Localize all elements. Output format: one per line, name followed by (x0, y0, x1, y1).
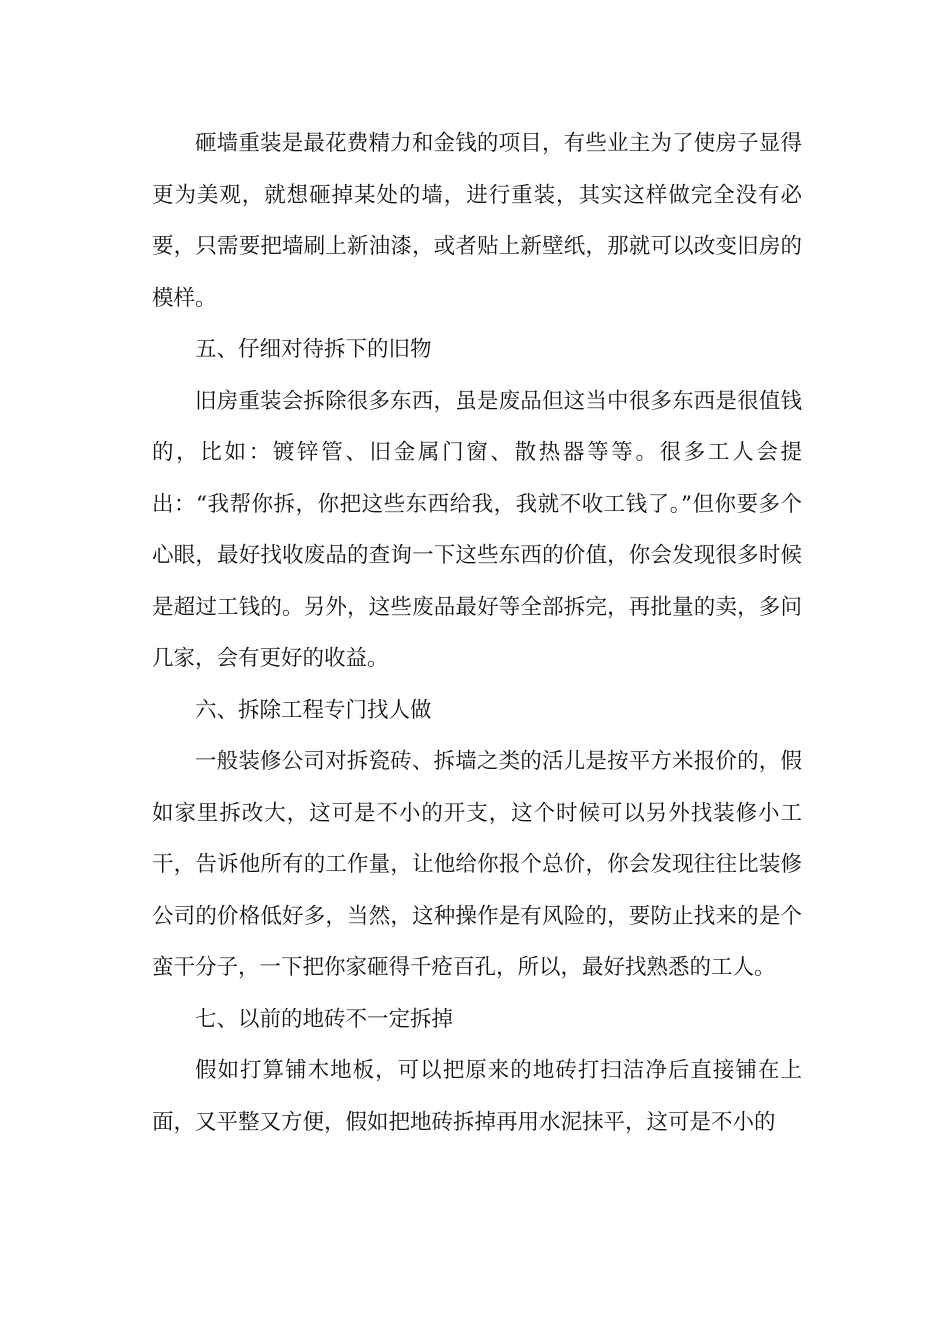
section-heading-six: 六、拆除工程专门找人做 (195, 697, 432, 723)
paragraph-floor-tiles: 假如打算铺木地板，可以把原来的地砖打扫洁净后直接铺在上面，又平整又方便，假如把地砖拆掉再用水泥抹平，这可是不小的 (152, 1058, 802, 1135)
section-heading-five: 五、仔细对待拆下的旧物 (195, 337, 432, 362)
paragraph-demolition-work: 一般装修公司对拆瓷砖、拆墙之类的活儿是按平方米报价的，假如家里拆改大，这可是不小的开支，这个时候可以另外找装修小工干，告诉他所有的工作量，让他给你报个总价，你会发现往往比装修公司的价格低好多，当然，这种操作是有风险的，要防止找来的是个蛮干分子，一下把你家砸得千疮百孔，所以，最好找熟悉的工人。 (152, 749, 802, 980)
paragraph-old-items: 旧房重装会拆除很多东西，虽是废品但这当中很多东西是很值钱的，比如：镀锌管、旧金属门窗、散热器等等。很多工人会提出：“我帮你拆，你把这些东西给我，我就不收工钱了。”但你要多个心眼，最好找收废品的查询一下这些东西的价值，你会发现很多时候是超过工钱的。另外，这些废品最好等全部拆完，再批量的卖，多问几家，会有更好的收益。 (152, 388, 802, 671)
document-body (152, 118, 802, 1148)
section-heading-seven: 七、以前的地砖不一定拆掉 (195, 1006, 454, 1032)
paragraph-wall-renovation: 砸墙重装是最花费精力和金钱的项目，有些业主为了使房子显得更为美观，就想砸掉某处的墙，进行重装，其实这样做完全没有必要，只需要把墙刷上新油漆，或者贴上新壁纸，那就可以改变旧房的模样。 (152, 131, 802, 311)
